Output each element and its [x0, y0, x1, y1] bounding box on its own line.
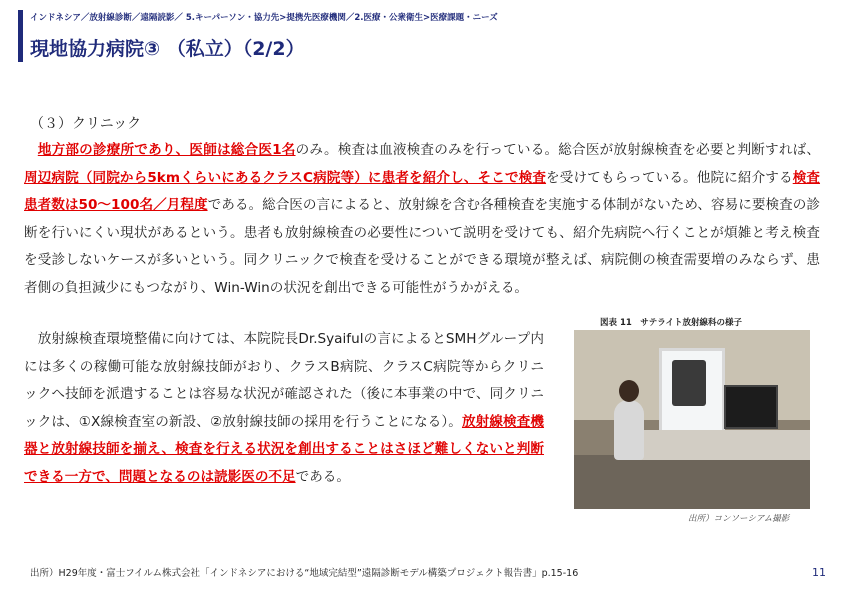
page-number: 11 [812, 566, 826, 579]
desk [634, 430, 810, 460]
figure-caption: 図表 11 サテライト放射線科の様子 [600, 318, 743, 328]
satellite-radiology-photo [574, 330, 810, 509]
highlighted-text: 検査患者数は50～100名／月程度 [24, 169, 821, 213]
text-run [24, 142, 38, 158]
text-run: のみ。検査は血液検査のみを行っている。総合医が放射線検査を必要と判断すれば、 [295, 142, 820, 158]
text-run: である。総合医の言によると、放射線を含む各種検査を実施する体制がないため、容易に要検査の診断を行いにくい現状があるという。患者も放射線検査の必要性について説明を受けても、紹介先病院へ行くことが煩雑と考え検査を受診しないケースが多いという。同クリニックで検査を受けることができる環境が整えば、病院側の検査需要増のみならず、患者側の負担減少にもつながり、Win-Winの状況を創出できる可能性がうかがえる。 [24, 197, 821, 296]
paragraph-radiology-environment [24, 326, 544, 491]
section-heading: （３）クリニック [30, 116, 142, 132]
photo-floor [574, 455, 810, 509]
footer-source: 出所）H29年度・富士フイルム株式会社「インドネシアにおける“地域完結型”遠隔診断モデル構築プロジェクト報告書」p.15-16 [30, 568, 579, 579]
photo-source: 出所）コンソーシアム撮影 [688, 514, 790, 524]
monitor [724, 385, 778, 429]
text-run: を受けてもらっている。他院に紹介する [546, 169, 793, 186]
text-run: である。 [295, 468, 350, 485]
highlighted-text: 周辺病院（同院から5kmくらいにあるクラスC病院等）に患者を紹介し、そこで検査 [24, 169, 547, 186]
person-head [619, 380, 639, 402]
highlighted-text: 放射線検査機器と放射線技師を揃え、検査を行える状況を創出することはさほど難しくないと判断できる一方で、問題となるのは読影医の不足 [24, 413, 545, 485]
highlighted-text: 地方部の診療所であり、医師は総合医1名 [37, 142, 296, 158]
breadcrumb: インドネシア／放射線診断／遠隔読影／ 5.キーパーソン・協力先>提携先医療機関／2.医療・公衆衛生>医療課題・ニーズ [30, 13, 498, 23]
page-title: 現地協力病院③ （私立）（2/2） [30, 38, 305, 60]
person [614, 400, 644, 460]
text-run: 放射線検査環境整備に向けては、本院院長Dr.Syaifulの言によるとSMHグループ内には多くの稼働可能な放射線技師がおり、クラスB病院、クラスC病院等からクリニックへ技師を派遣することは容易な状況が確認された（後に本事業の中で、同クリニックは、①X線検査室の新設、②放射線技師の採用を行うことになる）。 [24, 331, 544, 430]
title-accent-bar [18, 10, 23, 62]
paragraph-clinic-overview [24, 137, 820, 302]
xray-film [672, 360, 706, 406]
